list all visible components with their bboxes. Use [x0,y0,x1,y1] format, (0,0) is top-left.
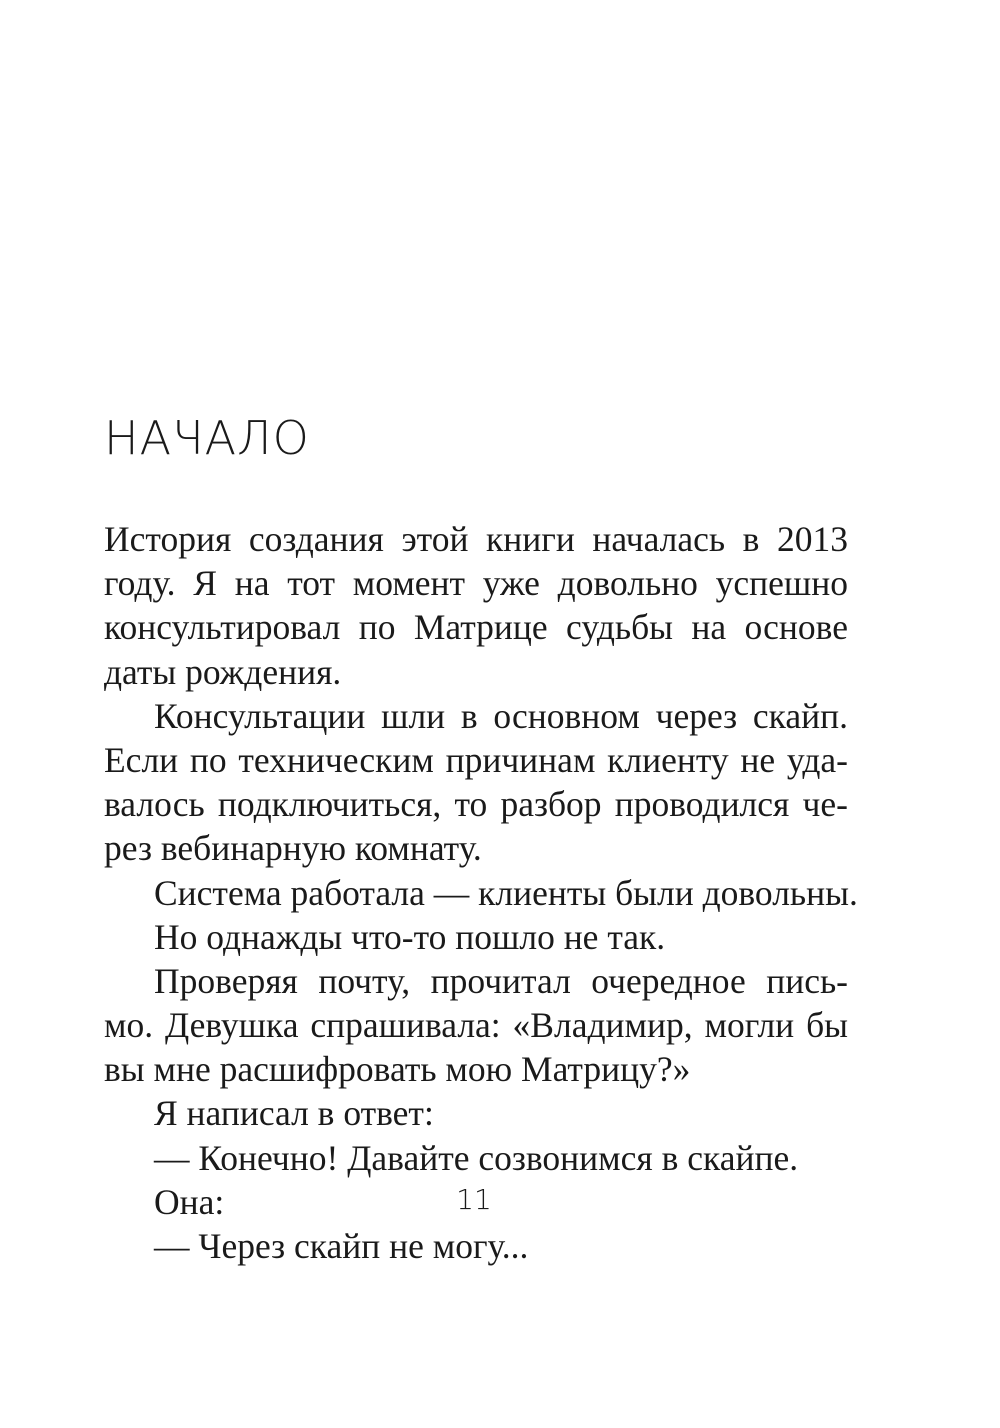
text-line: валось подключиться, то разбор проводился че- [104,784,848,825]
text-line: Проверяя почту, прочитал очередное пись- [154,960,848,1001]
text-line: вы мне расшифровать мою Матрицу?» [104,1049,691,1090]
text-line: даты рождения. [104,651,342,692]
text-line: консультировал по Матрице судьбы на основе [104,607,848,648]
text-line: Если по техническим причинам клиенту не уда- [104,739,848,780]
text-line: — Через скайп не могу... [154,1226,529,1266]
text-line: Она: [154,1181,225,1222]
text-line: Система работала — клиенты были довольны. [154,872,858,913]
page-number: 11 [456,1183,492,1216]
text-line: — Конечно! Давайте созвонимся в скайпе. [154,1137,799,1178]
text-line: Но однажды что-то пошло не так. [154,916,666,957]
text-line: Я написал в ответ: [154,1093,434,1134]
text-line: рез вебинарную комнату. [104,828,482,869]
text-line: мо. Девушка спрашивала: «Владимир, могли бы [104,1005,848,1046]
text-line: году. Я на тот момент уже довольно успешно [104,563,848,604]
body-text [104,517,858,1268]
text-line: История создания этой книги началась в 2013 [104,519,848,559]
chapter-title: НАЧАЛО [104,411,310,465]
text-line: Консультации шли в основном через скайп. [154,695,848,736]
